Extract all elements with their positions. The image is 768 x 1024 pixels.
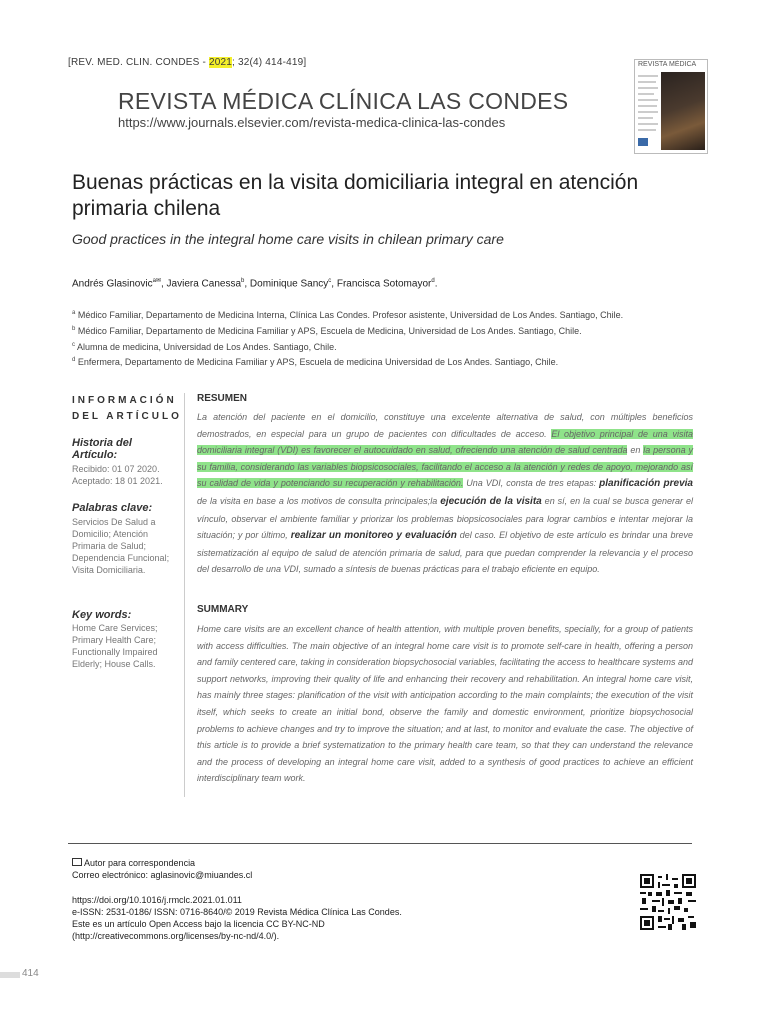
citation-year: 2021 — [208, 57, 233, 68]
cover-title: REVISTA MÉDICA — [638, 61, 697, 68]
author-mark: c — [328, 278, 332, 284]
author-name: Dominique Sancy — [249, 278, 329, 290]
footer-rule — [68, 843, 692, 844]
received-date: Recibido: 01 07 2020. — [72, 464, 160, 474]
correspondence-text: Autor para correspondencia — [84, 858, 196, 868]
resumen-segment: en sí, en la cual se busca generar el vínculo, observar el ambiente familiar y priorizar los problemas biopsicosociales para lograr cambios e intentar mejorar la situación; y por último, — [197, 495, 694, 541]
affiliation-mark: d — [72, 357, 76, 363]
author-list: Andrés Glasinovic$^{a✉}$, Javiera Canessa$^b$, Dominique Sancy$^c$, Francisca Sotomayor$^d$. — [72, 278, 438, 290]
article-info-heading — [72, 393, 182, 425]
page-number-bar — [0, 972, 20, 978]
accepted-date: Aceptado: 18 01 2021. — [72, 476, 163, 486]
author-name: Andrés Glasinovic — [72, 278, 153, 290]
citation-prefix: [REV. MED. CLIN. CONDES - — [68, 57, 209, 68]
column-divider — [184, 393, 185, 797]
affiliation-c — [72, 342, 337, 352]
keywords-en-heading: Key words: — [72, 609, 132, 621]
author-mark: a✉ — [152, 278, 161, 284]
resumen-text — [197, 409, 693, 578]
resumen-segment: en — [627, 445, 644, 456]
affiliation-a — [72, 310, 623, 320]
affiliation-text: Médico Familiar, Departamento de Medicina Familiar y APS, Escuela de Medicina, Universidad de Los Andes. Santiago, Chile. — [77, 326, 582, 336]
citation-line — [68, 57, 306, 68]
author-name: Javiera Canessa — [166, 278, 242, 290]
resumen-segment: La atención del paciente en el domicilio, constituye una excelente alternativa de salud, con múltiples beneficios demostrados, en especial para un grupo de pacientes con dificultades de acceso. — [197, 412, 693, 439]
resumen-bold: realizar un monitoreo y evaluación — [290, 530, 457, 542]
journal-title: REVISTA MÉDICA CLÍNICA LAS CONDES — [118, 88, 569, 114]
qr-code-icon — [640, 874, 696, 930]
affiliation-mark: b — [72, 326, 76, 332]
article-info-heading-line: DEL ARTÍCULO — [72, 411, 182, 422]
cover-text-lines — [638, 72, 660, 148]
article-info-heading-line: INFORMACIÓN — [72, 395, 177, 406]
affiliation-text: Alumna de medicina, Universidad de Los Andes. Santiago, Chile. — [77, 342, 337, 352]
resumen-segment: Una VDI, consta de tres etapas: — [463, 478, 600, 489]
license-line: Este es un artículo Open Access bajo la licencia CC BY-NC-ND — [72, 919, 325, 929]
doi-link[interactable]: https://doi.org/10.1016/j.rmclc.2021.01.011 — [72, 895, 242, 905]
resumen-segment: del caso. El objetivo de este artículo es brindar una breve sistematización al equipo de salud de atención primaria de salud, para que puedan comprender la relevancia y el proceso del desarrollo de una VDI, sumado a síntesis de buenas prácticas para el trabajo eficiente en equipo. — [197, 530, 693, 575]
correspondence-label — [72, 857, 195, 869]
license-url[interactable]: (http://creativecommons.org/licenses/by-nc-nd/4.0/). — [72, 931, 280, 941]
article-subtitle: Good practices in the integral home care visits in chilean primary care — [72, 231, 504, 247]
author-mark: d — [431, 278, 435, 284]
mail-icon — [72, 858, 82, 866]
resumen-bold: ejecución de la visita — [440, 495, 542, 507]
affiliation-d — [72, 357, 558, 367]
summary-text: Home care visits are an excellent chance of health attention, with multiple proven benefits, specially, for a group of patients with access difficulties. The main objective of an integral home care visit is to promote self-care in health, offering a person and family centered care, taking in consideration biopsychosocial variables, facilitating the access to healthcare systems and support networks, improving their quality of life and enhancing their recovery and rehabilitation. An integral home care visit, has mainly three stages: planification of the visit with anticipation according to the main complaints; the execution of the visit itself, which seeks to create an initial bond, observe the family and domestic environment, prioritize biopsychosocial problems to achieve changes and try to improve the situation; and at last, to monitor and evaluate the case. The objective of this article is to provide a brief systematization to the primary health care team, so that they can understand the relevance and the process of developing an integral home care visit, added to a synthesis of good practices to achieve an efficient interdisciplinary team work. — [197, 624, 693, 784]
journal-url[interactable]: https://www.journals.elsevier.com/revista-medica-clinica-las-condes — [118, 115, 506, 130]
resumen-segment: de la visita en base a los motivos de consulta principales;la — [197, 495, 441, 506]
resumen-bold: planificación previa — [599, 478, 693, 490]
resumen-highlight: la persona y su familia, considerando las variables biopsicosociales, facilitando el acceso a la atención y redes de apoyo, mejorando así su calidad de vida y potenciando su recuperación y rehabilitación. — [197, 445, 694, 489]
keywords-es: Servicios De Salud a Domicilio; Atención Primaria de Salud; Dependencia Funcional; Visita Domiciliaria. — [72, 517, 170, 575]
author-mark: b — [241, 278, 245, 284]
journal-cover-image — [634, 59, 708, 154]
affiliation-text: Enfermera, Departamento de Medicina Familiar y APS, Escuela de medicina Universidad de Los Andes. Santiago, Chile. — [77, 357, 559, 367]
resumen-heading: RESUMEN — [197, 393, 248, 404]
page-number: 414 — [22, 968, 39, 979]
affiliation-mark: a — [72, 310, 76, 316]
citation-suffix: ; 32(4) 414-419] — [232, 57, 307, 68]
author-name: Francisca Sotomayor — [336, 278, 432, 290]
correspondence-email[interactable]: Correo electrónico: aglasinovic@miuandes.cl — [72, 870, 253, 880]
cover-painting — [661, 72, 705, 150]
keywords-en: Home Care Services; Primary Health Care; Functionally Impaired Elderly; House Calls. — [72, 623, 158, 669]
article-title: Buenas prácticas en la visita domiciliaria integral en atención primaria chilena — [72, 171, 639, 220]
issn-line: e-ISSN: 2531-0186/ ISSN: 0716-8640/© 2019 Revista Médica Clínica Las Condes. — [72, 907, 402, 917]
history-heading: Historia del Artículo: — [72, 437, 132, 461]
affiliation-mark: c — [72, 342, 75, 348]
summary-heading: SUMMARY — [197, 604, 249, 615]
affiliation-text: Médico Familiar, Departamento de Medicina Interna, Clínica Las Condes. Profesor asistente, Universidad de Los Andes. Santiago, Chile. — [77, 310, 624, 320]
resumen-highlight: El objetivo principal de una visita domiciliaria integral (VDI) es favorecer el autocuidado en salud, ofreciendo una atención de salud centrada — [197, 428, 693, 456]
affiliation-b — [72, 326, 582, 336]
keywords-es-heading: Palabras clave: — [72, 502, 153, 514]
